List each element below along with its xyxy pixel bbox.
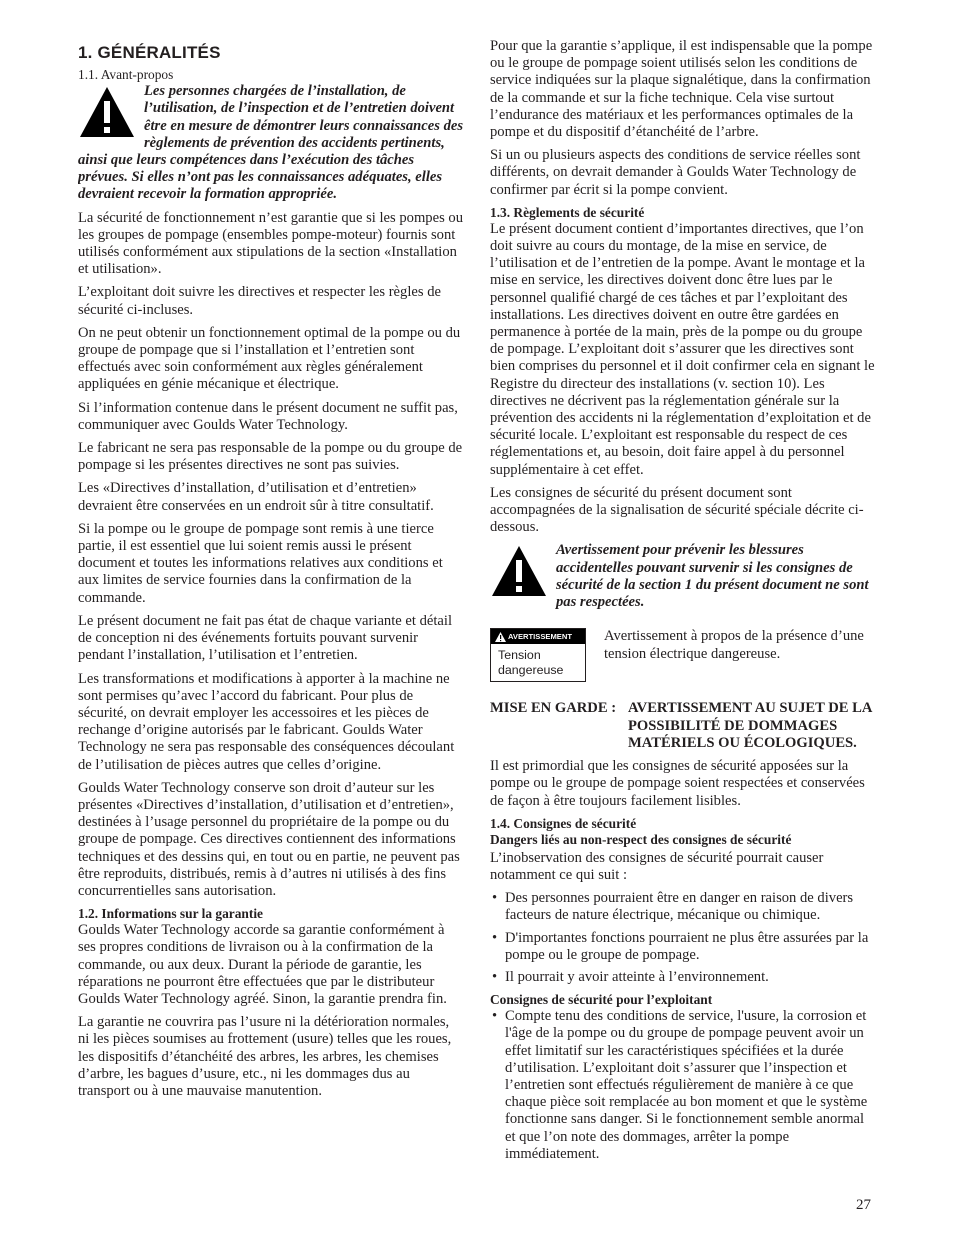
page-number: 27 [856,1197,871,1213]
paragraph: Si la pompe ou le groupe de pompage sont remis à une tierce partie, il est essentiel que lui soient remis aussi le présent document et toutes les informations relatives aux conditions et aux limites de service fournies dans la confirmation de la commande. [78,520,443,606]
paragraph: On ne peut obtenir un fonctionnement optimal de la pompe ou du groupe de pompage que si l’installation et l’entretien sont effectués avec soin conformément aux règles généralement appliquées en génie mécanique et électrique. [78,324,461,393]
paragraph: Pour que la garantie s’applique, il est indispensable que la pompe ou le groupe de pompage soient utilisés selon les conditions de service indiquées sur la plaque signalétique, dans la confirmation de la commande et sur la fiche technique. Cela vise surtout l’endurance des matériaux et les performances optimales de la pompe et du dispositif d’étanchéité de l’arbre. [490,38,873,141]
decal-description: Avertissement à propos de la présence d’une tension électrique dangereuse. [604,628,864,662]
paragraph: Si l’information contenue dans le présent document ne suffit pas, communiquer avec Goulds Water Technology. [78,399,458,433]
paragraph: La sécurité de fonctionnement n’est garantie que si les pompes ou les groupes de pompage (ensembles pompe-moteur) fournis sont utilisés conformément aux stipulations de la section «Installation et utilisation». [78,209,463,278]
subsection-subtitle: Consignes de sécurité pour l’exploitant [490,992,713,1008]
subsection-title: 1.3. Règlements de sécurité [490,204,645,220]
left-column [78,38,464,1106]
paragraph: Goulds Water Technology conserve son droit d’auteur sur les présentes «Directives d’installation, d’utilisation et d’entretien», destinées à l’usage personnel du propriétaire de la pompe ou du groupe de pompage. Ces directives contiennent des informations techniques et des dessins qui, en tout ou en partie, ne peuvent pas être reproduits, distribués, remis à d’autres ni utilisés à des fins concurrentielles sans autorisation. [78,779,460,899]
warning-block [78,83,464,203]
section-heading: 1. GÉNÉRALITÉS [78,43,221,62]
warning-text: Avertissement pour prévenir les blessures accidentelles pouvant survenir si les consignes de sécurité de la section 1 du présent document ne sont pas respectées. [556,542,869,611]
subsection-title: 1.4. Consignes de sécurité [490,815,637,831]
decal-header [491,629,585,644]
warning-block [490,542,876,614]
paragraph: La garantie ne couvrira pas l’usure ni la détérioration normales, ni les pièces soumises au frottement (usure) telles que les roues, les dispositifs d’étanchéité des arbres, les arbres, les chemises d’arbre, les bagues d’usure, etc., ni les dommages dus au transport ou à une mauvaise manutention. [78,1014,452,1099]
warning-triangle-icon [78,85,136,139]
decal-header-text: AVERTISSEMENT [508,632,572,642]
subsection-title: 1.1. Avant-propos [78,67,174,83]
paragraph: Si un ou plusieurs aspects des conditions de service réelles sont différents, on devrait demander à Goulds Water Technology de confirmer par écrit si la pompe convient. [490,147,861,198]
right-column [490,38,876,1169]
bullet-list [490,1008,876,1163]
list-item: • Compte tenu des conditions de service, l'usure, la corrosion et l'âge de la pompe ou du groupe de pompage peuvent avoir un effet limitatif sur les caractéristiques spécifiées et la durée d’utilisation. L’exploitant doit s’assurer que l’inspection et l’entretien sont effectués régulièrement de manière à ce que chaque pièce soit remplacée au bon moment et que le système fonctionne sans danger. Si le fonctionnement semble anormal et que l’on note des dommages, arrêter la pompe immédiatement. [490,1008,876,1163]
paragraph: L’exploitant doit suivre les directives et respecter les règles de sécurité ci-incluses. [78,284,441,318]
caution-block [490,700,876,752]
paragraph: Il est primordial que les consignes de sécurité apposées sur la pompe ou le groupe de pompage soient respectées et conservées de façon à être toujours facilement lisibles. [490,758,865,809]
subsection-subtitle: Dangers liés au non-respect des consignes de sécurité [490,831,792,847]
paragraph: Le présent document ne fait pas état de chaque variante et détail de conception ni des événements fortuits pouvant survenir pendant l’installation, l’utilisation et l’entretien. [78,612,452,664]
paragraph: Le fabricant ne sera pas responsable de la pompe ou du groupe de pompage si les présentes directives ne sont pas suivies. [78,440,463,474]
warning-triangle-icon [490,544,548,598]
electrical-warning [490,628,876,682]
paragraph: Le présent document contient d’importantes directives, que l’on doit suivre au cours du montage, de la mise en service, de l’utilisation et de l’entretien de la pompe. Avant le montage et la mise en service, les directives doivent donc être lues par le personnel qualifié chargé de ces tâches et par l’exploitant des installations. Les directives doivent en outre être gardées en permanence à portée de la main, près de la pompe ou du groupe de pompage. L’exploitant doit s’assurer que les directives sont bien comprises du personnel et il doit confirmer cela en signant le Registre du directeur des installations (v. section 10). Les directives ne décrivent pas la réglementation générale sur la prévention des accidents ni la réglementation d’exploitation et de sécurité locale. L’exploitant est responsable du respect de ces réglementations et, au besoin, doit faire appel à du personnel supplémentaire à cet effet. [490,220,875,478]
paragraph: Les transformations et modifications à apporter à la machine ne sont permises qu’avec l’accord du fabricant. Pour plus de sécurité, on devrait employer les accessoires et les pièces de rechange d’origine autorisés par le fabricant. Goulds Water Technology ne sera pas responsable des conséquences découlant de l’utilisation de pièces autres que celles d’origine. [78,670,455,773]
list-item: • D'importantes fonctions pourraient ne plus être assurées par la pompe ou le groupe de pompage. [490,930,876,964]
paragraph: Les consignes de sécurité du présent document sont accompagnées de la signalisation de sécurité spéciale décrite ci-dessous. [490,484,864,536]
subsection-title: 1.2. Informations sur la garantie [78,906,263,922]
paragraph: Goulds Water Technology accorde sa garantie conformément à ses propres conditions de livraison ou à la confirmation de la commande, ou aux deux. Durant la période de garantie, les réparations ne pourront être effectuées que par le distributeur Goulds Water Technology agréé. Sinon, la garantie prendra fin. [78,922,447,1007]
warning-decal [490,628,586,682]
list-item: • Il pourrait y avoir atteinte à l’environnement. [490,969,876,986]
caution-label: MISE EN GARDE : [490,700,617,717]
caution-text: AVERTISSEMENT AU SUJET DE LA POSSIBILITÉ DE DOMMAGES MATÉRIELS OU ÉCOLOGIQUES. [628,700,872,751]
list-item: • Des personnes pourraient être en danger en raison de divers facteurs de nature électrique, mécanique ou chimique. [490,890,876,924]
warning-text: Les personnes chargées de l’installation, de l’utilisation, de l’inspection et de l’entretien doivent être en mesure de démontrer leurs connaissances des règlements de prévention des accidents pertinents, ainsi que leurs compétences dans l’exécution des tâches prévues. Si elles n’ont pas les connaissances adéquates, elles devraient recevoir la formation appropriée. [78,83,464,203]
decal-body-text: Tension dangereuse [498,648,564,678]
paragraph: Les «Directives d’installation, d’utilisation et d’entretien» devraient être conservées en un endroit sûr à titre consultatif. [78,480,434,514]
paragraph: L’inobservation des consignes de sécurité pourrait causer notamment ce qui suit : [490,849,824,883]
bullet-list [490,890,876,986]
small-warning-icon [495,632,506,642]
